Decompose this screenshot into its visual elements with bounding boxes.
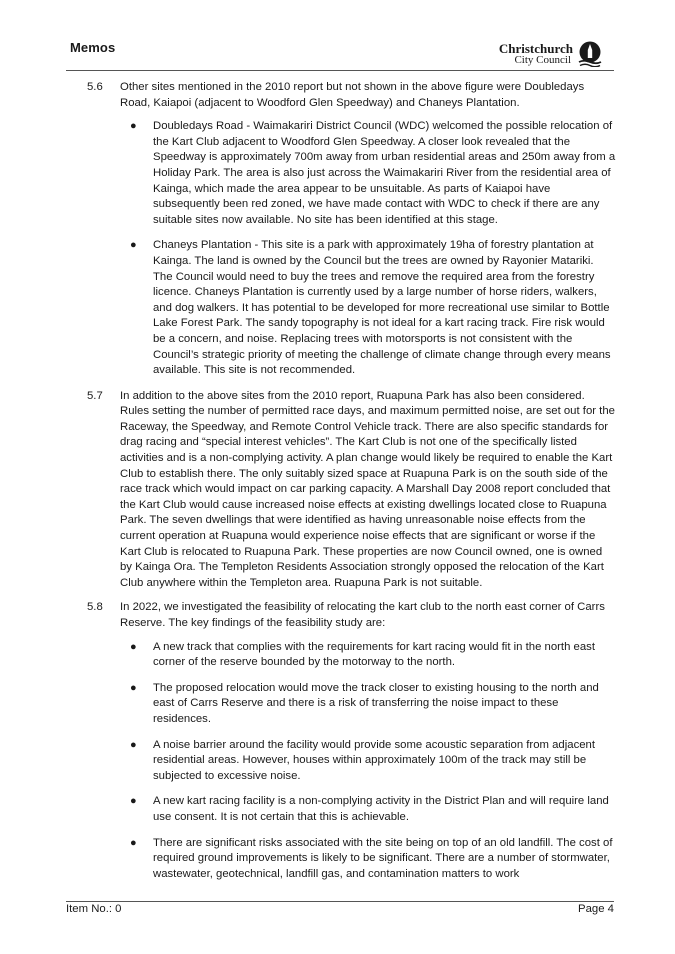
bullet-item <box>120 640 616 671</box>
bullet-dot-icon: ● <box>130 239 137 252</box>
footer-page-number: Page 4 <box>578 903 614 915</box>
paragraph-text: In 2022, we investigated the feasibility of relocating the kart club to the north east corner of Carrs Reserve. The key findings of the feasibility study are: <box>120 601 605 629</box>
logo-text-line1: Christchurch <box>498 41 573 56</box>
bullet-list <box>120 119 616 379</box>
paragraph-text: Other sites mentioned in the 2010 report but not shown in the above figure were Doubledays Road, Kaiapoi (adjacent to Woodford Glen Speedway) and Chaneys Plantation. <box>120 81 585 109</box>
memo-body <box>74 80 616 892</box>
bullet-dot-icon: ● <box>130 738 137 751</box>
cathedral-emblem-icon <box>577 41 603 67</box>
bullet-list <box>120 640 616 883</box>
bullet-dot-icon: ● <box>130 836 137 849</box>
footer-item-number: Item No.: 0 <box>66 903 122 915</box>
bullet-dot-icon: ● <box>130 640 137 653</box>
paragraph-number: 5.8 <box>87 601 103 614</box>
bullet-text: A new track that complies with the requirements for kart racing would fit in the north east corner of the reserve bounded by the motorway to the north. <box>153 640 595 669</box>
bullet-dot-icon: ● <box>130 681 137 694</box>
bullet-text: Chaneys Plantation - This site is a park with approximately 19ha of forestry plantation at Kainga. The land is owned by the Council but the trees are owned by Rayonier Matariki. The Council would need to buy the trees and remove the required area from the forestry licence. Chaneys Plantation is currently used by a large number of horse riders, walkers, and dog walkers. It has potential to be developed for more recreational use similar to Bottle Lake Forest Park. The sandy topography is not ideal for a kart racing track. Fire risk would be a concern, and noise. Replacing trees with motorsports is not consistent with the Council’s strategic priority of meeting the challenge of climate change through every means available. This site is not recommended. <box>153 239 611 377</box>
bullet-item <box>120 738 616 785</box>
bullet-dot-icon: ● <box>130 795 137 808</box>
memo-paragraph <box>74 80 616 379</box>
paragraph-number: 5.7 <box>87 389 103 402</box>
bullet-text: Doubledays Road - Waimakariri District Council (WDC) welcomed the possible relocation of the Kart Club adjacent to Woodford Glen Speedway. A closer look revealed that the Speedway is approximately 700m away from urban residential areas and 250m away from a Holiday Park. The area is also just across the Waimakariri River from the residential area of Kainga, which made the area appear to be unsuitable. As parts of Kaiapoi have subsequently been red zoned, we have made contact with WDC to check if there are any suitable sites now available. No site has been identified at this stage. <box>153 120 616 226</box>
bullet-item <box>120 119 616 228</box>
council-logo <box>497 40 603 68</box>
bullet-item <box>120 836 616 883</box>
bullet-text: The proposed relocation would move the track closer to existing housing to the north and east of Carrs Reserve and there is a risk of transferring the noise impact to these residences. <box>153 681 599 725</box>
bullet-item <box>120 238 616 378</box>
paragraph-text: In addition to the above sites from the 2010 report, Ruapuna Park has also been considered. Rules setting the number of permitted race days, and maximum permitted noise, are set out for the Raceway, the Speedway, and Remote Control Vehicle track. There are also specific standards for drag racing and “special interest vehicles”. The Kart Club is not one of the specifically listed activities and is a non-complying activity. A plan change would likely be required to enable the Kart Club to establish there. The only suitably sized space at Ruapuna Park is on the south side of the race track which would impact on car parking capacity. A Marshall Day 2008 report concluded that the Kart Club would cause increased noise effects at existing dwellings located close to Ruapuna Park. The seven dwellings that were identified as having unreasonable noise effects from the current operation at Ruapuna would experience noise effects that are significant or worse if the Kart Club is relocated to Ruapuna Park. These properties are now Council owned, one is owned by Kainga Ora. The Templeton Residents Association strongly opposed the relocation of the Kart Club anywhere within the Templeton area. Ruapuna Park is not suitable. <box>120 389 615 589</box>
header-title: Memos <box>70 40 116 55</box>
footer-divider <box>66 901 614 902</box>
memo-paragraph <box>74 600 616 882</box>
bullet-dot-icon: ● <box>130 120 137 133</box>
bullet-text: There are significant risks associated with the site being on top of an old landfill. The cost of required ground improvements is likely to be significant. There are a number of stormwater, wastewater, geotechnical, landfill gas, and contamination matters to work <box>153 836 613 880</box>
header-divider <box>66 70 614 71</box>
paragraph-number: 5.6 <box>87 81 103 93</box>
bullet-item <box>120 794 616 825</box>
logo-text-line2: City Council <box>514 54 571 66</box>
bullet-text: A new kart racing facility is a non-complying activity in the District Plan and will require land use consent. It is not certain that this is achievable. <box>153 795 609 823</box>
memo-paragraph <box>74 389 616 592</box>
bullet-text: A noise barrier around the facility would provide some acoustic separation from adjacent residential areas. However, houses within approximately 100m of the track may still be subjected to excessive noise. <box>153 738 596 782</box>
bullet-item <box>120 681 616 728</box>
